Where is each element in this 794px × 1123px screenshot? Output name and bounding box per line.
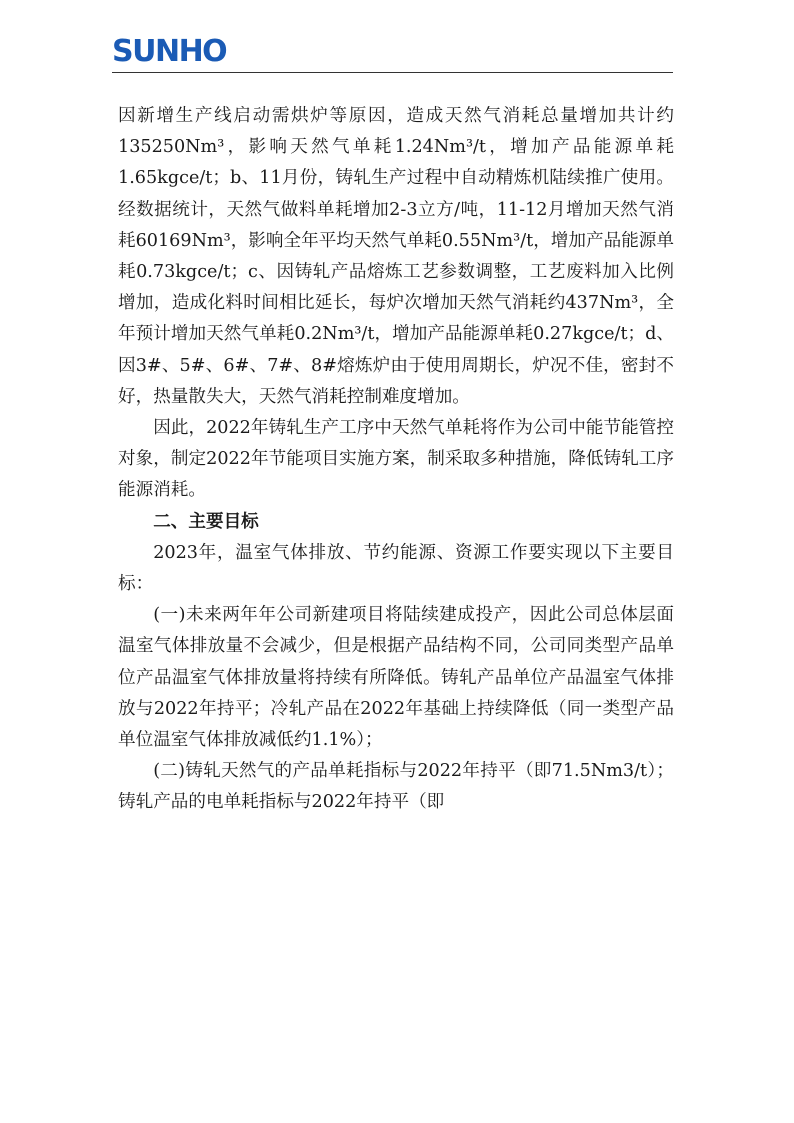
document-body xyxy=(118,101,674,819)
paragraph-conclusion: 因此，2022年铸轧生产工序中天然气单耗将作为公司中能节能管控对象，制定2022年节能项目实施方案，制采取多种措施，降低铸轧工序能源消耗。 xyxy=(118,418,674,501)
paragraph-target-2: (二)铸轧天然气的产品单耗指标与2022年持平（即71.5Nm3/t）；铸轧产品的电单耗指标与2022年持平（即 xyxy=(118,761,674,813)
paragraph-continuation: 因新增生产线启动需烘炉等原因，造成天然气消耗总量增加共计约135250Nm³，影响天然气单耗1.24Nm³/t，增加产品能源单耗1.65kgce/t；b、11月份，铸轧生产过程中自动精炼机陆续推广使用。经数据统计，天然气做料单耗增加2-3立方/吨，11-12月增加天然气消耗60169Nm³，影响全年平均天然气单耗0.55Nm³/t，增加产品能源单耗0.73kgce/t；c、因铸轧产品熔炼工艺参数调整，工艺废料加入比例增加，造成化料时间相比延长，每炉次增加天然气消耗约437Nm³，全年预计增加天然气单耗0.2Nm³/t，增加产品能源单耗0.27kgce/t；d、因3#、5#、6#、7#、8#熔炼炉由于使用周期长，炉况不佳，密封不好，热量散失大，天然气消耗控制难度增加。 xyxy=(118,106,674,407)
company-logo: SUNHO xyxy=(112,34,227,69)
header-divider xyxy=(112,72,673,73)
section-heading-main-targets: 二、主要目标 xyxy=(153,511,259,532)
paragraph-targets-intro: 2023年，温室气体排放、节约能源、资源工作要实现以下主要目标： xyxy=(118,542,674,595)
paragraph-target-1: (一)未来两年年公司新建项目将陆续建成投产，因此公司总体层面温室气体排放量不会减少，但是根据产品结构不同，公司同类型产品单位产品温室气体排放量将持续有所降低。铸轧产品单位产品温室气体排放与2022年持平；冷轧产品在2022年基础上持续降低（同一类型产品单位温室气体排放减低约1.1%）； xyxy=(118,605,674,751)
